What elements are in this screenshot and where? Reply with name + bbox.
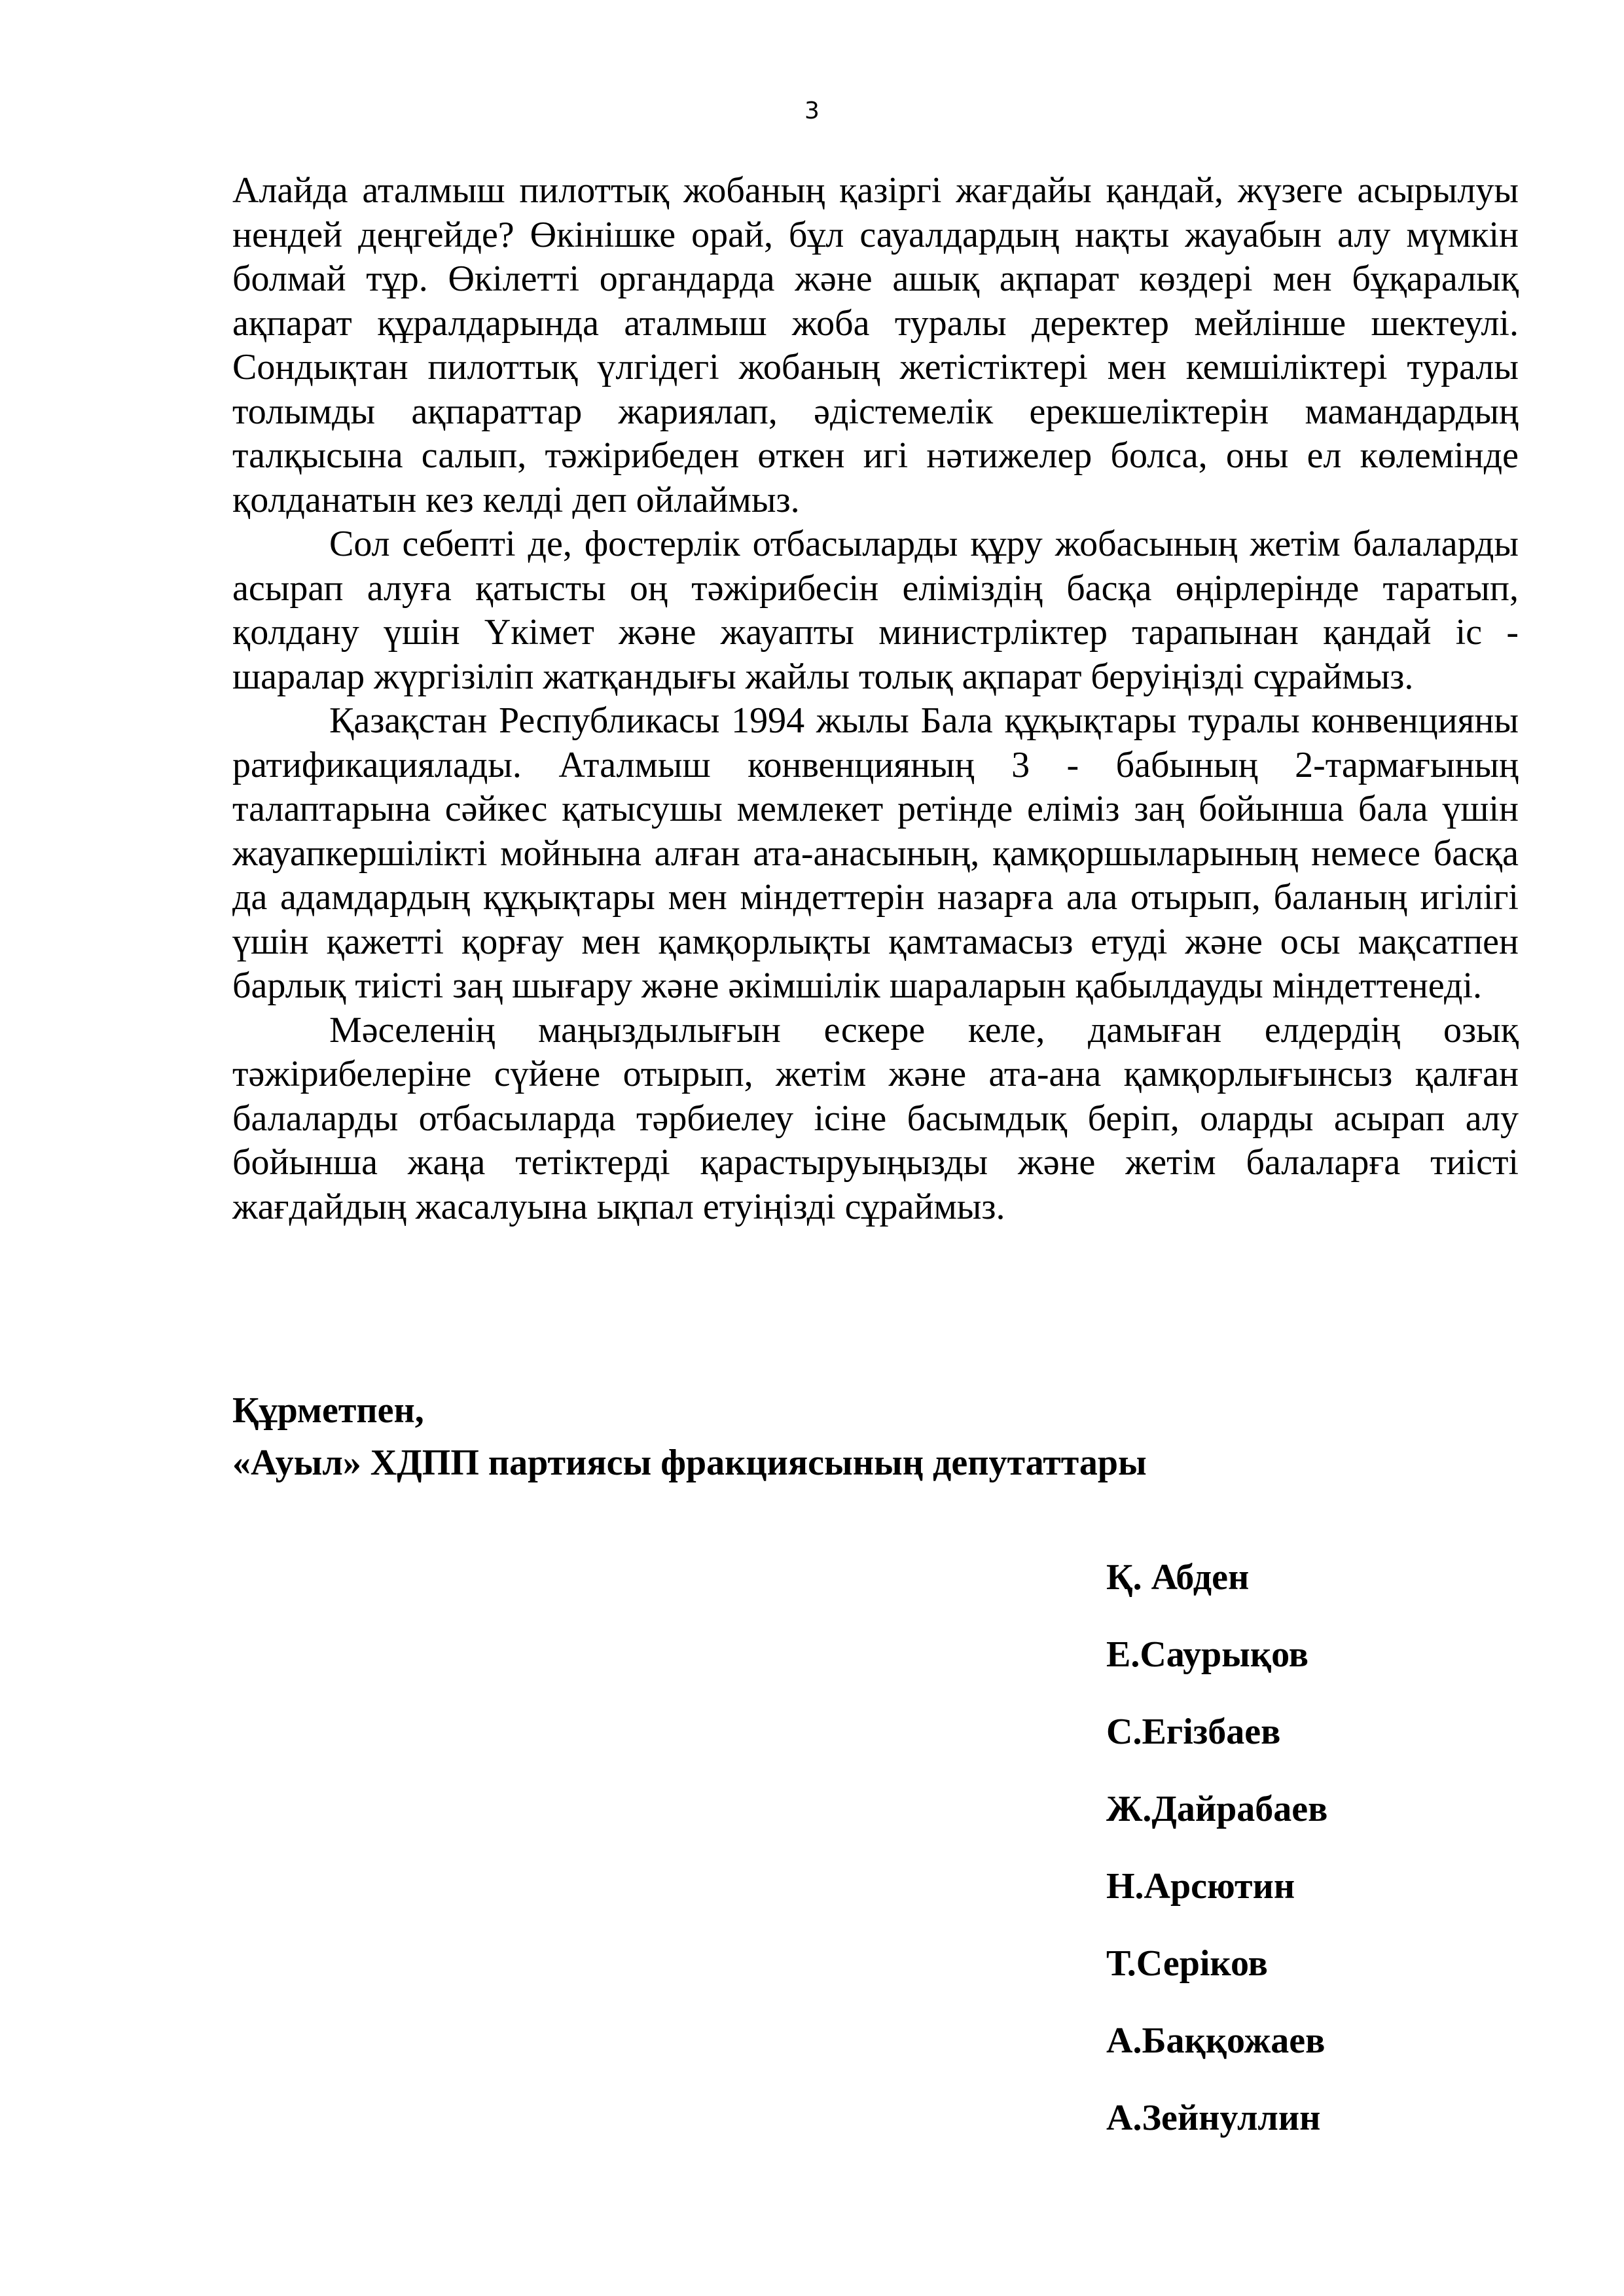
letter-closing [232, 1384, 1519, 1489]
signatory-name: Ж.Дайрабаев [1106, 1789, 1328, 1829]
closing-salutation: Құрметпен, [232, 1390, 424, 1431]
signatory-name: Н.Арсютин [1106, 1866, 1295, 1907]
closing-sender: «Ауыл» ХДПП партиясы фракциясының депутаттары [232, 1443, 1147, 1483]
signatory-name: Е.Саурықов [1106, 1634, 1308, 1675]
paragraph-4: Мәселенің маңыздылығын ескере келе, дамыған елдердің озық тәжірибелеріне сүйене отырып, жетім және ата-ана қамқорлығынсыз қалған балаларды отбасыларда тәрбиелеу ісіне басымдық беріп, оларды асырап алу бойынша жаңа тетіктерді қарастыруыңызды және жетім балаларға тиісті жағдайдың жасалуына ықпал етуіңізді сұраймыз. [232, 1009, 1519, 1227]
paragraph-3: Қазақстан Республикасы 1994 жылы Бала құқықтары туралы конвенцияны ратификациялады. Аталмыш конвенцияның 3 - бабының 2-тармағының талаптарына сәйкес қатысушы мемлекет ретінде еліміз заң бойынша бала үшін жауапкершілікті мойнына алған ата-анасының, қамқоршыларының немесе басқа да адамдардың құқықтары мен міндеттерін назарға ала отырып, баланың игілігі үшін қажетті қорғау мен қамқорлықты қамтамасыз етуді және осы мақсатпен барлық тиісті заң шығару және әкімшілік шараларын қабылдауды міндеттенеді. [232, 700, 1519, 1006]
signatory-list [1106, 1548, 1564, 2166]
paragraph-1: Алайда аталмыш пилоттық жобаның қазіргі жағдайы қандай, жүзеге асырылуы нендей деңгейде? Өкінішке орай, бұл сауалдардың нақты жауабын алу мүмкін болмай тұр. Өкілетті органдарда және ашық ақпарат көздері мен бұқаралық ақпарат құралдарында аталмыш жоба туралы деректер мейлінше шектеулі. Сондықтан пилоттық үлгідегі жобаның жетістіктері мен кемшіліктері туралы толымды ақпараттар жариялап, әдістемелік ерекшеліктерін мамандардың талқысына салып, тәжірибеден өткен игі нәтижелер болса, оны ел көлемінде қолданатын кез келді деп ойлаймыз. [232, 170, 1519, 520]
signatory-name: А.Зейнуллин [1106, 2098, 1321, 2138]
letter-body [232, 169, 1519, 1229]
page-number: 3 [804, 98, 820, 124]
signatory-name: Т.Серіков [1106, 1943, 1268, 1984]
signatory-name: Қ. Абден [1106, 1557, 1250, 1598]
signatory-name: С.Егізбаев [1106, 1712, 1281, 1752]
paragraph-2: Сол себепті де, фостерлік отбасыларды құру жобасының жетім балаларды асырап алуға қатысты оң тәжірибесін еліміздің басқа өңірлерінде таратып, қолдану үшін Үкімет және жауапты министрліктер тарапынан қандай іс - шаралар жүргізіліп жатқандығы жайлы толық ақпарат беруіңізді сұраймыз. [232, 524, 1519, 697]
signatory-name: А.Баққожаев [1106, 2020, 1326, 2061]
